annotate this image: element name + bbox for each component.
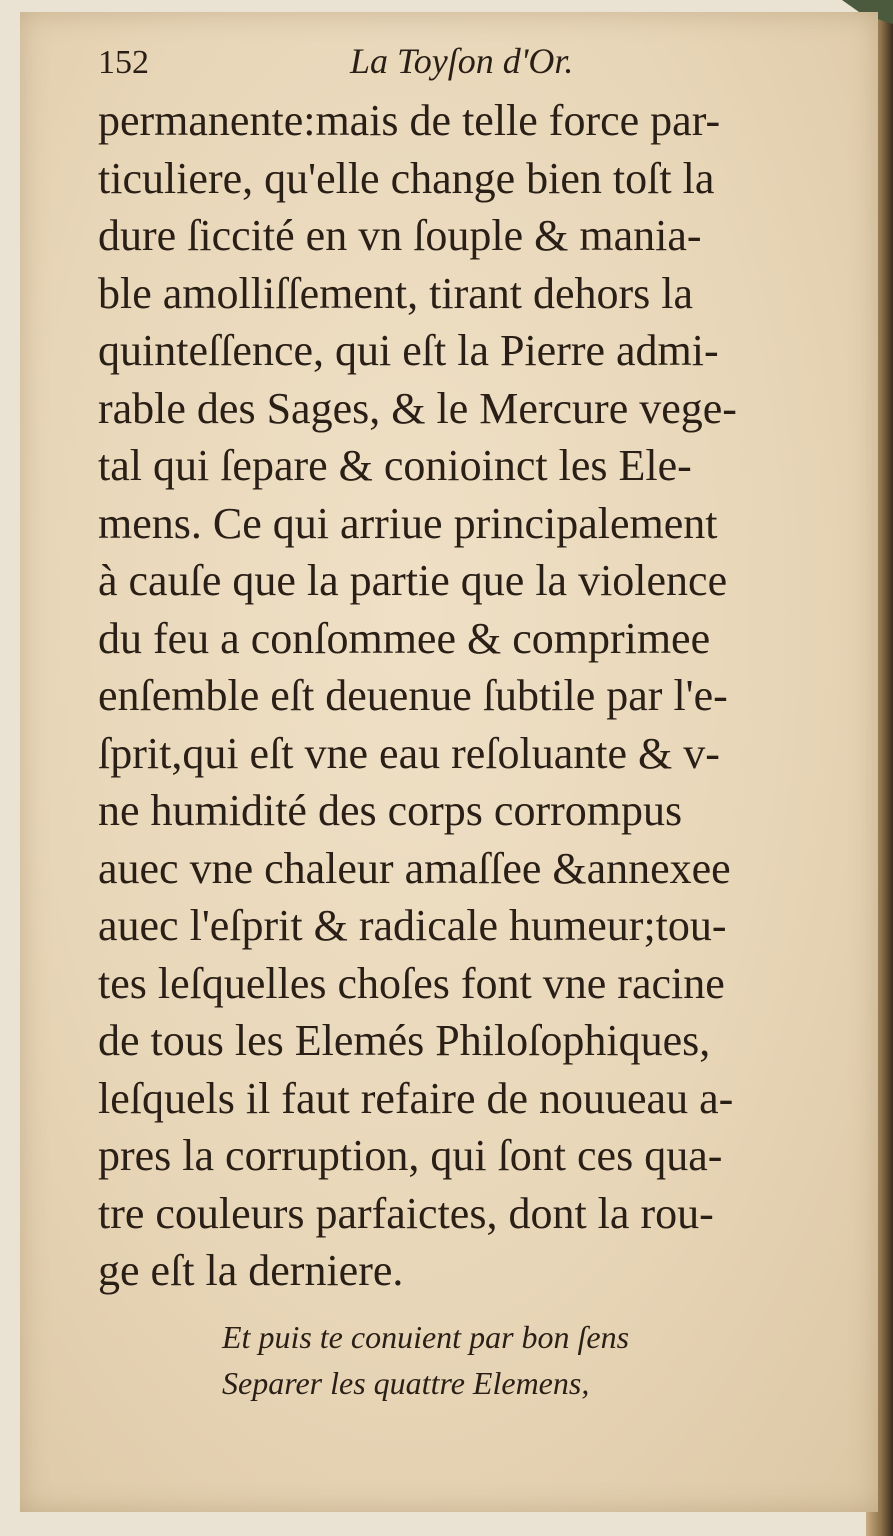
text-line: tes leſquelles choſes font vne racine — [98, 958, 725, 1008]
text-line: enſemble eſt deuenue ſubtile par l'e- — [98, 671, 728, 720]
text-line: ble amolliſſement, tirant dehors la — [98, 268, 694, 318]
text-line: tre couleurs parfaictes, dont la rou- — [98, 1188, 714, 1238]
text-line: rable des Sages, & le Mercure vege- — [98, 383, 737, 433]
text-line: pres la corruption, qui ſont ces qua- — [98, 1131, 723, 1180]
text-line: à cauſe que la partie que la violence — [98, 556, 728, 605]
text-line: quinteſſence, qui eſt la Pierre admi- — [98, 326, 719, 375]
text-line: du feu a conſommee & comprimee — [98, 613, 711, 663]
text-line: ſprit,qui eſt vne eau reſoluante & v- — [98, 728, 720, 778]
verse-line: Et puis te conuient par bon ſens — [222, 1319, 630, 1355]
text-line: dure ſiccité en vn ſouple & mania- — [98, 211, 702, 260]
verse-line: Separer les quattre Elemens, — [222, 1365, 590, 1401]
text-line: mens. Ce qui arriue principalement — [98, 498, 718, 548]
page-header — [98, 40, 818, 90]
text-line: leſquels il faut refaire de nouueau a- — [98, 1073, 734, 1123]
text-line: ne humidité des corps corrompus — [98, 786, 683, 835]
text-line: permanente:mais de telle force par- — [98, 96, 721, 145]
text-line: de tous les Elemés Philoſophiques, — [98, 1016, 711, 1065]
text-line: auec vne chaleur amaſſee &annexee — [98, 843, 731, 893]
text-line: tal qui ſepare & conioinct les Ele- — [98, 441, 692, 490]
text-line: ge eſt la derniere. — [98, 1246, 404, 1295]
running-title: La Toyſon d'Or. — [350, 41, 574, 81]
page-number: 152 — [98, 44, 149, 81]
text-line: auec l'eſprit & radicale humeur;tou- — [98, 901, 727, 950]
verse-block — [222, 1314, 742, 1406]
body-text — [98, 92, 818, 1300]
text-line: ticuliere, qu'elle change bien toſt la — [98, 153, 715, 203]
